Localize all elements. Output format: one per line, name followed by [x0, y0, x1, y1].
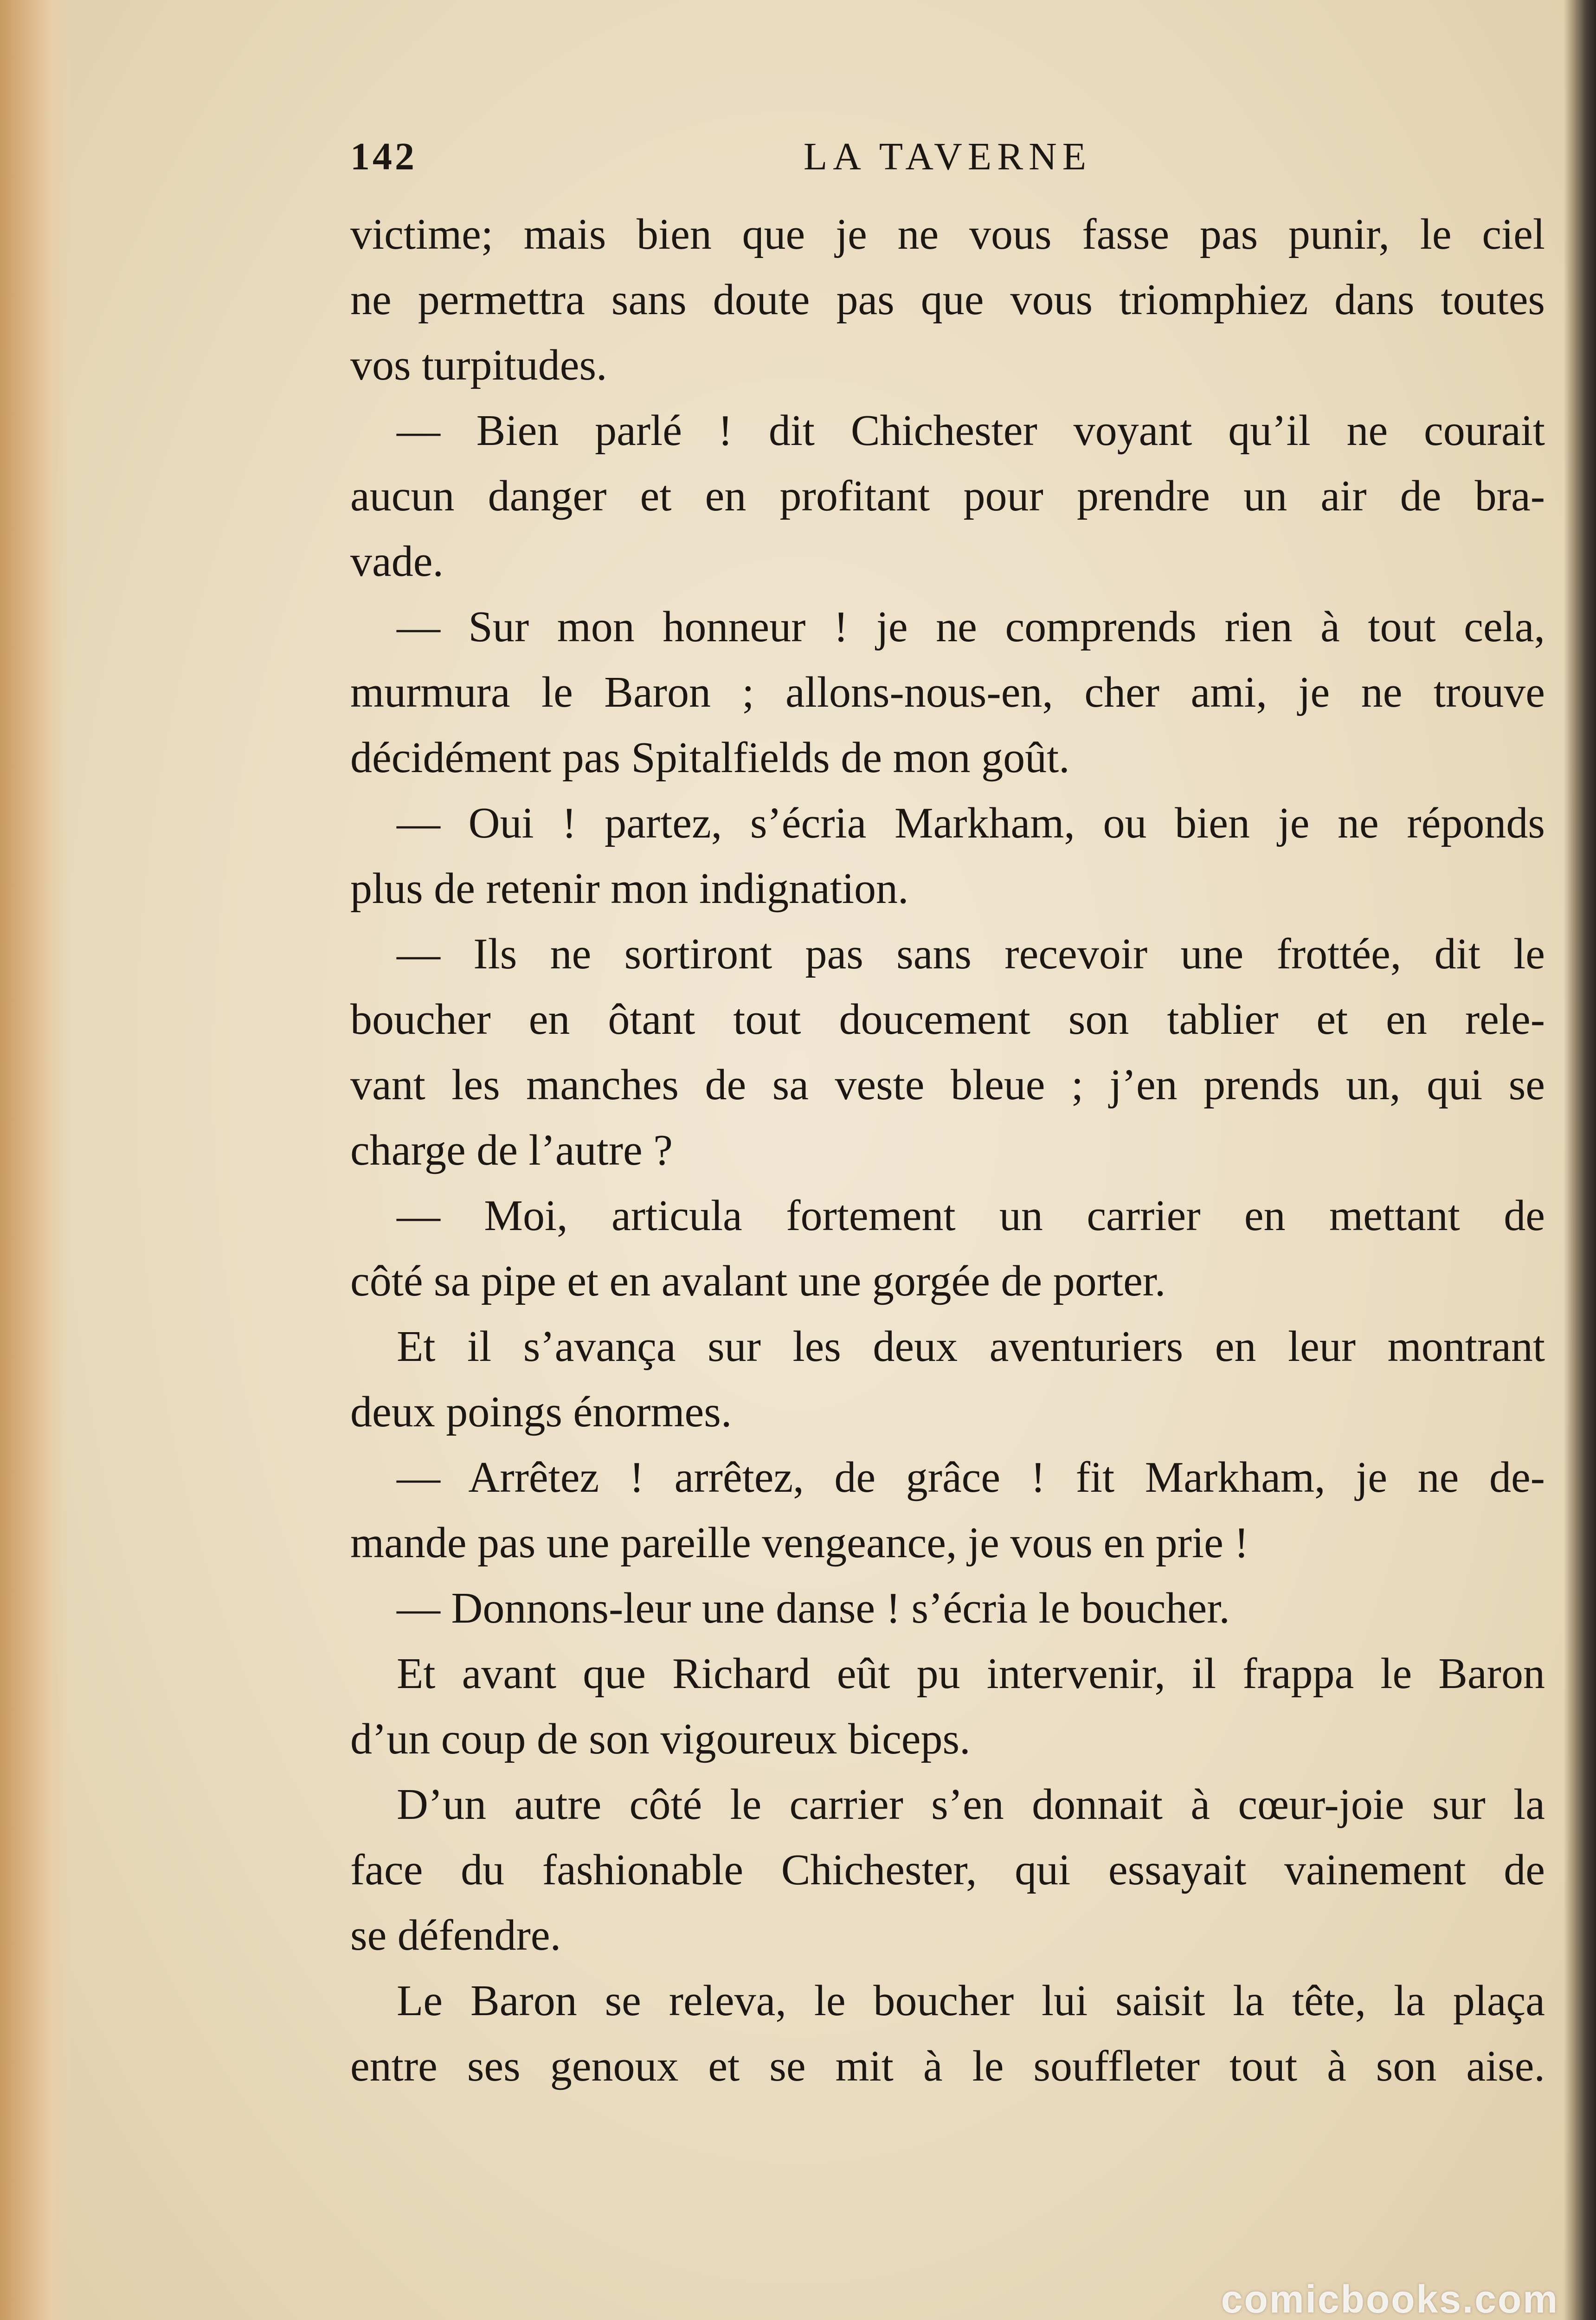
text-line: — Ils ne sortiront pas sans recevoir une frottée, dit le — [397, 930, 1545, 978]
text-line: mande pas une pareille vengeance, je vous en prie ! — [350, 1519, 1249, 1567]
text-line: deux poings énormes. — [350, 1388, 732, 1436]
text-line: — Donnons-leur une danse ! s’écria le boucher. — [397, 1584, 1230, 1632]
text-line: ne permettra sans doute pas que vous triomphiez dans toutes — [350, 276, 1545, 324]
text-line: — Sur mon honneur ! je ne comprends rien à tout cela, — [397, 603, 1545, 651]
page-header — [350, 129, 1545, 185]
page-edge-left — [0, 0, 70, 2320]
text-line: — Moi, articula fortement un carrier en mettant de — [397, 1192, 1545, 1240]
text-line: côté sa pipe et en avalant une gorgée de porter. — [350, 1257, 1166, 1305]
text-line: face du fashionable Chichester, qui essayait vainement de — [350, 1846, 1545, 1894]
text-line: Le Baron se releva, le boucher lui saisit la tête, la plaça — [397, 1977, 1545, 2025]
text-line: Et il s’avança sur les deux aventuriers en leur montrant — [397, 1322, 1545, 1371]
text-line: — Arrêtez ! arrêtez, de grâce ! fit Markham, je ne de- — [397, 1453, 1545, 1502]
running-title: LA TAVERNE — [803, 135, 1092, 178]
text-line: boucher en ôtant tout doucement son tablier et en rele- — [350, 995, 1545, 1044]
text-line: vant les manches de sa veste bleue ; j’en prends un, qui se — [350, 1061, 1545, 1109]
text-line: entre ses genoux et se mit à le souffleter tout à son aise. — [350, 2042, 1545, 2090]
text-line: vade. — [350, 537, 444, 586]
text-line: — Oui ! partez, s’écria Markham, ou bien je ne réponds — [397, 799, 1545, 847]
text-line: se défendre. — [350, 1911, 561, 1959]
body-text — [350, 202, 1545, 2099]
text-line: aucun danger et en profitant pour prendre un air de bra- — [350, 472, 1545, 520]
text-line: décidément pas Spitalfields de mon goût. — [350, 734, 1070, 782]
text-line: vos turpitudes. — [350, 341, 607, 389]
text-line: victime; mais bien que je ne vous fasse pas punir, le ciel — [350, 210, 1545, 258]
text-line: charge de l’autre ? — [350, 1126, 673, 1174]
watermark: comicbooks.com — [1221, 2277, 1559, 2320]
text-line: — Bien parlé ! dit Chichester voyant qu’il ne courait — [397, 406, 1545, 455]
text-line: Et avant que Richard eût pu intervenir, il frappa le Baron — [397, 1650, 1545, 1698]
text-line: plus de retenir mon indignation. — [350, 864, 909, 913]
page-number: 142 — [350, 135, 417, 178]
binding-shadow — [1564, 0, 1596, 2320]
text-line: D’un autre côté le carrier s’en donnait à cœur-joie sur la — [397, 1780, 1545, 1829]
text-line: murmura le Baron ; allons-nous-en, cher ami, je ne trouve — [350, 668, 1545, 716]
text-line: d’un coup de son vigoureux biceps. — [350, 1715, 971, 1763]
